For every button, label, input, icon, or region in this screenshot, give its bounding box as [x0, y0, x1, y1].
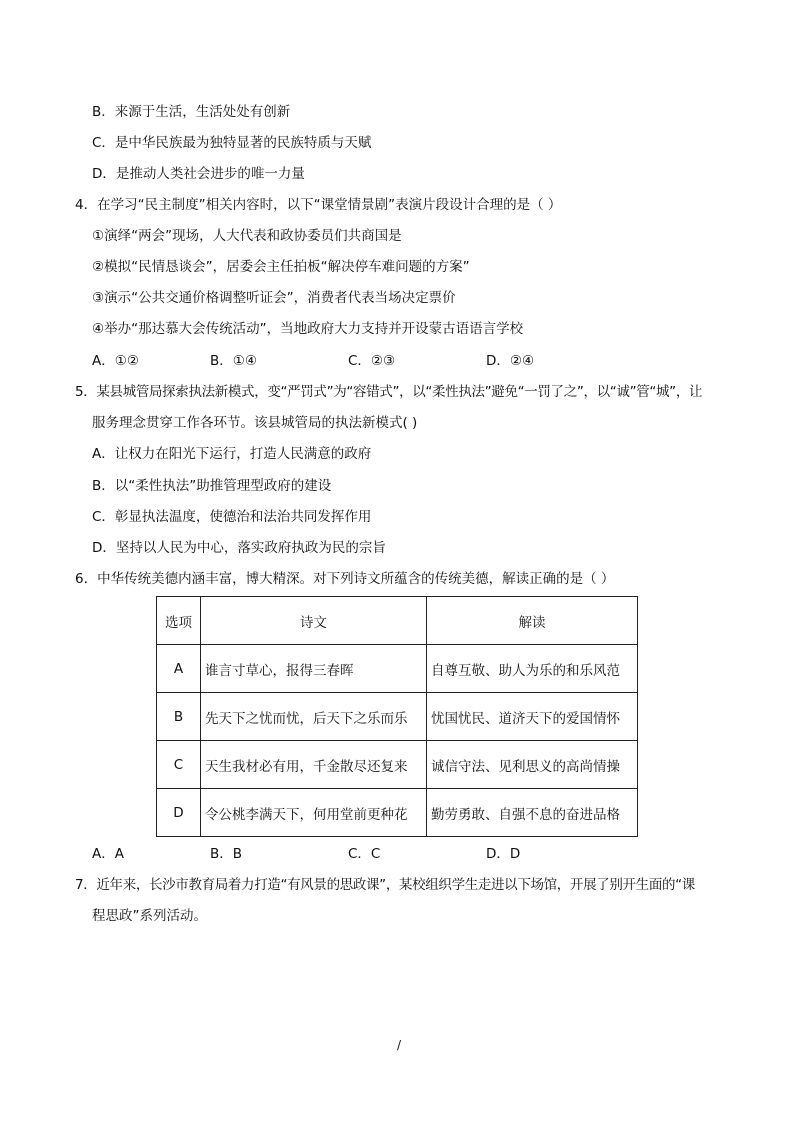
- page-number: /: [397, 1038, 402, 1052]
- row-poem: 令公桃李满天下，何用堂前更种花: [201, 789, 427, 837]
- header-option: 选项: [157, 597, 201, 645]
- row-poem: 谁言寸草心，报得三春晖: [201, 645, 427, 693]
- q3-option-c: C．是中华民族最为独特显著的民族特质与天赋: [92, 135, 372, 151]
- virtue-table: [156, 596, 638, 837]
- q6-option-a: A．A: [92, 846, 124, 862]
- row-interpretation: 自尊互敬、助人为乐的和乐风范: [427, 645, 638, 693]
- q6-option-d: D．D: [486, 846, 521, 862]
- q4-item-1: ①演绎“两会”现场，人大代表和政协委员们共商国是: [92, 228, 402, 244]
- q5-option-b: B．以“柔性执法”助推管理型政府的建设: [92, 478, 332, 494]
- row-poem: 先天下之忧而忧，后天下之乐而乐: [201, 693, 427, 741]
- q3-option-b: B．来源于生活，生活处处有创新: [92, 104, 291, 120]
- q4-stem: 4．在学习“民主制度”相关内容时，以下“课堂情景剧”表演片段设计合理的是（ ）: [75, 197, 562, 213]
- header-interpretation: 解读: [427, 597, 638, 645]
- row-interpretation: 勤劳勇敢、自强不息的奋进品格: [427, 789, 638, 837]
- row-option: D: [157, 789, 201, 837]
- table-row: [157, 645, 638, 693]
- q7-stem-line2: 程思政”系列活动。: [92, 908, 207, 924]
- q4-item-3: ③演示“公共交通价格调整听证会”，消费者代表当场决定票价: [92, 290, 456, 306]
- q6-stem: 6．中华传统美德内涵丰富，博大精深。对下列诗文所蕴含的传统美德，解读正确的是（ ）: [75, 571, 615, 587]
- q4-option-c: C．②③: [348, 353, 396, 369]
- row-option: C: [157, 741, 201, 789]
- table-row: [157, 693, 638, 741]
- q4-option-a: A．①②: [92, 353, 139, 369]
- q4-option-d: D．②④: [486, 353, 535, 369]
- q4-item-4: ④举办“那达慕大会传统活动”，当地政府大力支持并开设蒙古语语言学校: [92, 321, 524, 337]
- table-row: [157, 741, 638, 789]
- row-option: B: [157, 693, 201, 741]
- q7-stem-line1: 7．近年来，长沙市教育局着力打造“有风景的思政课”，某校组织学生走进以下场馆，开展了别开生面的“课: [75, 877, 695, 893]
- q6-option-c: C．C: [348, 846, 381, 862]
- table-row: [157, 789, 638, 837]
- q5-stem-line1: 5．某县城管局探索执法新模式，变“严罚式”为“容错式”，以“柔性执法”避免“一罚了之”，以“诚”管“城”，让: [75, 384, 703, 400]
- q5-option-d: D．坚持以人民为中心，落实政府执政为民的宗旨: [92, 540, 386, 556]
- row-option: A: [157, 645, 201, 693]
- q4-option-b: B．①④: [210, 353, 257, 369]
- q6-option-b: B．B: [210, 846, 243, 862]
- row-interpretation: 忧国忧民、道济天下的爱国情怀: [427, 693, 638, 741]
- table-header-row: [157, 597, 638, 645]
- q5-stem-line2: 服务理念贯穿工作各环节。该县城管局的执法新模式( ): [92, 415, 418, 431]
- q5-option-c: C．彰显执法温度，使德治和法治共同发挥作用: [92, 509, 372, 525]
- q4-item-2: ②模拟“民情恳谈会”，居委会主任拍板“解决停车难问题的方案”: [92, 259, 470, 275]
- row-poem: 天生我材必有用，千金散尽还复来: [201, 741, 427, 789]
- row-interpretation: 诚信守法、见利思义的高尚情操: [427, 741, 638, 789]
- header-poem: 诗文: [201, 597, 427, 645]
- q3-option-d: D．是推动人类社会进步的唯一力量: [92, 166, 305, 182]
- q5-option-a: A．让权力在阳光下运行，打造人民满意的政府: [92, 446, 372, 462]
